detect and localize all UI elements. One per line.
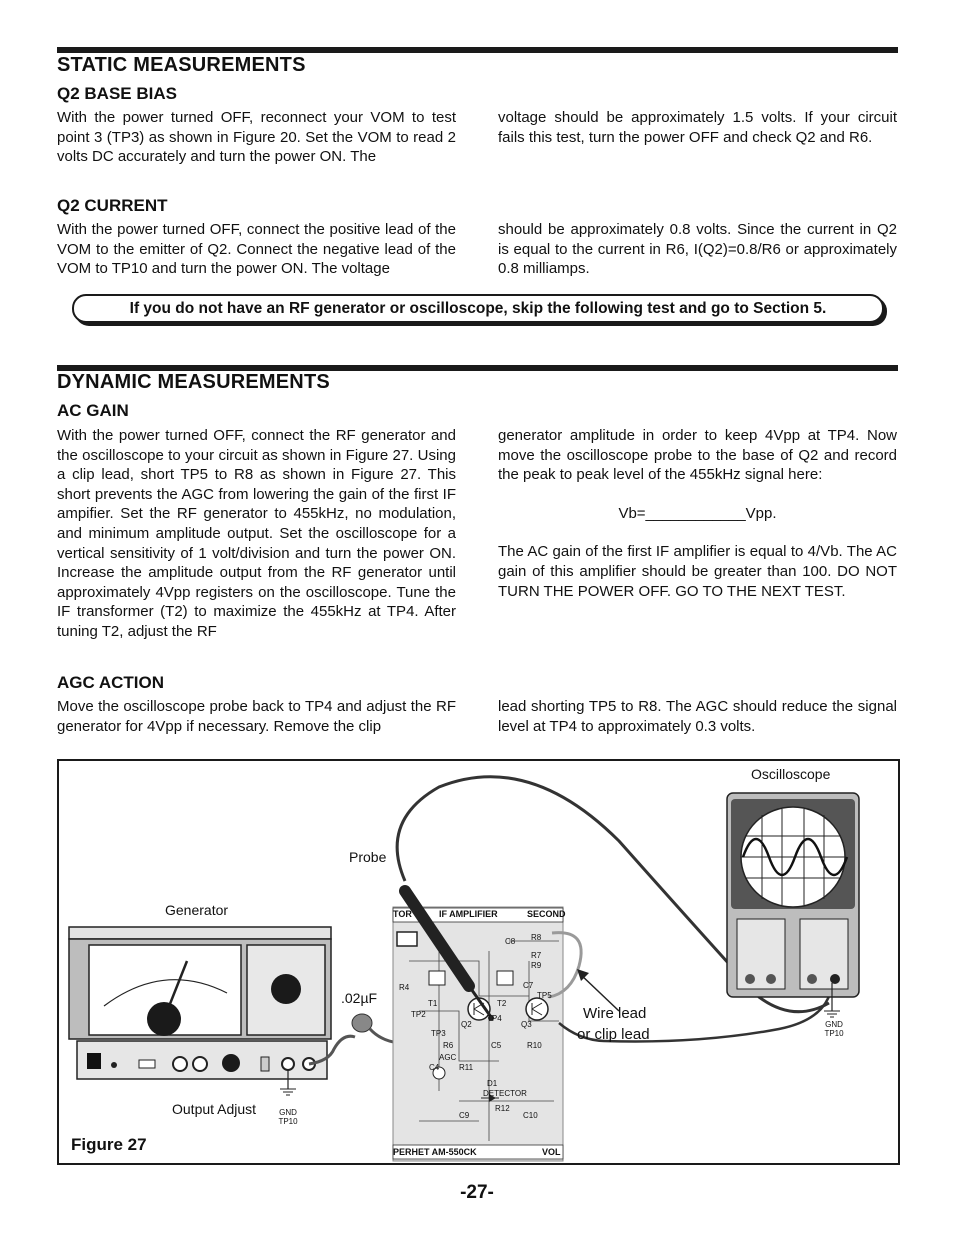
oscilloscope-label: Oscilloscope xyxy=(751,766,831,782)
board-label-c9: C9 xyxy=(459,1111,470,1120)
board-label-tp5: TP5 xyxy=(537,991,552,1000)
paragraph: With the power turned OFF, reconnect your VOM to test point 3 (TP3) as shown in Figure 20. Set the VOM to read 2 volts DC accurately and turn the power ON. The xyxy=(57,109,456,166)
q2-base-bias-right-text xyxy=(498,108,897,147)
figure-27 xyxy=(57,759,900,1165)
paragraph: Move the oscilloscope probe back to TP4 and adjust the RF generator for 4Vpp if necessary. Remove the clip xyxy=(57,698,456,735)
scope-gnd-label xyxy=(819,1020,849,1038)
agc-action-left-text xyxy=(57,697,456,736)
board-label-tp3: TP3 xyxy=(431,1029,446,1038)
board-label-d1: D1 xyxy=(487,1079,498,1088)
probe-label: Probe xyxy=(349,849,387,865)
paragraph: With the power turned OFF, connect the RF generator and the oscilloscope to your circuit as shown in Figure 27. Using a clip lead, short TP5 to R8 as shown in Figure 27. This short prevents the AGC from lowering the gain of the first IF ampifier. Set the RF generator to 455kHz, no modulation, and minimum amplitude output. Set the oscilloscope for a vertical sensitivity of 1 volt/division and turn the power ON. Increase the amplitude output from the RF generator until approximately 4Vpp registers on the oscilloscope. Tune the IF transformer (T2) to maximize the 455kHz at TP4. After tuning T2, adjust the RF xyxy=(57,427,456,640)
board-footer-1: PERHET AM-550CK xyxy=(393,1147,477,1157)
board-label-r4: R4 xyxy=(399,983,410,992)
gnd-text: GND xyxy=(825,1020,843,1029)
board-label-r8: R8 xyxy=(531,933,542,942)
paragraph: voltage should be approximately 1.5 volts. If your circuit fails this test, turn the power OFF and check Q2 and R6. xyxy=(498,109,897,146)
board-label-r10: R10 xyxy=(527,1041,542,1050)
board-label-tp4: TP4 xyxy=(487,1014,502,1023)
ac-gain-heading: AC GAIN xyxy=(57,401,129,420)
q2-current-right-text xyxy=(498,220,897,279)
ac-gain-left-text xyxy=(57,426,456,642)
board-label-r11: R11 xyxy=(459,1063,474,1072)
board-label-t2: T2 xyxy=(497,999,507,1008)
board-label-agc: AGC xyxy=(439,1053,457,1062)
agc-action-heading: AGC ACTION xyxy=(57,673,165,692)
dynamic-measurements-heading: DYNAMIC MEASUREMENTS xyxy=(57,371,330,393)
board-header-2: IF AMPLIFIER xyxy=(439,909,498,919)
paragraph: lead shorting TP5 to R8. The AGC should reduce the signal level at TP4 to approximately 0.3 volts. xyxy=(498,698,897,735)
board-label-t1: T1 xyxy=(428,999,438,1008)
board-label-detector: DETECTOR xyxy=(483,1089,527,1098)
board-label-q2: Q2 xyxy=(461,1020,472,1029)
board-label-r6: R6 xyxy=(443,1041,454,1050)
wire-lead-label-2: or clip lead xyxy=(577,1026,650,1043)
generator-icon xyxy=(69,927,331,1079)
board-label-c8: C8 xyxy=(505,937,516,946)
q2-base-bias-heading: Q2 BASE BIAS xyxy=(57,84,177,103)
vb-record-line: Vb=____________Vpp. xyxy=(618,504,777,522)
ac-gain-right-text xyxy=(498,426,897,601)
board-label-q3: Q3 xyxy=(521,1020,532,1029)
circuit-board xyxy=(393,907,563,1161)
capacitor-label: .02µF xyxy=(341,990,378,1006)
q2-current-left-text xyxy=(57,220,456,279)
board-label-r9: R9 xyxy=(531,961,542,970)
skip-test-notice: If you do not have an RF generator or oscilloscope, skip the following test and go to Section 5. xyxy=(72,294,884,323)
oscilloscope-icon xyxy=(727,793,859,997)
gnd-text: GND xyxy=(279,1108,297,1117)
paragraph: generator amplitude in order to keep 4Vpp at TP4. Now move the oscilloscope probe to the base of Q2 and record the peak to peak level of the 455kHz signal here: xyxy=(498,427,897,484)
q2-current-heading: Q2 CURRENT xyxy=(57,196,168,215)
board-label-tp2: TP2 xyxy=(411,1010,426,1019)
agc-action-right-text xyxy=(498,697,897,736)
wire-lead-label-1: Wire lead xyxy=(583,1005,647,1022)
board-label-c7: C7 xyxy=(523,981,534,990)
board-header-1: TOR xyxy=(393,909,412,919)
board-footer-2: VOL xyxy=(542,1147,561,1157)
paragraph: The AC gain of the first IF amplifier is equal to 4/Vb. The AC gain of this amplifier should be greater than 100. DO NOT TURN THE POWER OFF. GO TO THE NEXT TEST. xyxy=(498,543,897,600)
section-rule-static xyxy=(57,47,898,53)
board-label-r7: R7 xyxy=(531,951,542,960)
output-adjust-label: Output Adjust xyxy=(172,1101,257,1117)
board-label-c4: C4 xyxy=(429,1063,440,1072)
q2-base-bias-left-text xyxy=(57,108,456,167)
board-header-3: SECOND xyxy=(527,909,566,919)
board-label-r12: R12 xyxy=(495,1104,510,1113)
board-label-c10: C10 xyxy=(523,1111,538,1120)
generator-gnd-label xyxy=(273,1108,303,1126)
tp10-text: TP10 xyxy=(278,1117,298,1126)
page-number: -27- xyxy=(460,1182,494,1203)
figure-caption: Figure 27 xyxy=(71,1135,147,1154)
board-label-c5: C5 xyxy=(491,1041,502,1050)
static-measurements-heading: STATIC MEASUREMENTS xyxy=(57,54,306,76)
paragraph: With the power turned OFF, connect the positive lead of the VOM to the emitter of Q2. Connect the negative lead of the VOM to TP10 and turn the power ON. The voltage xyxy=(57,221,456,278)
generator-label: Generator xyxy=(165,902,229,918)
paragraph: should be approximately 0.8 volts. Since the current in Q2 is equal to the current in R6, I(Q2)=0.8/R6 or approximately 0.8 milliamps. xyxy=(498,221,897,278)
tp10-text: TP10 xyxy=(824,1029,844,1038)
